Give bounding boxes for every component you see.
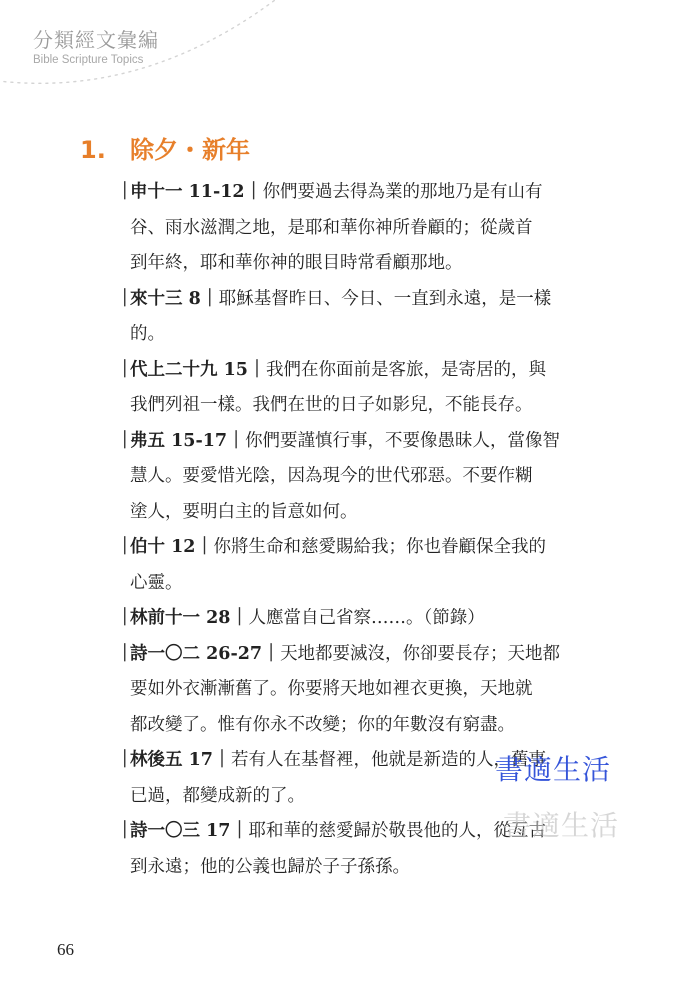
verse-entry [116, 530, 620, 601]
verse-separator: ｜ [227, 430, 245, 451]
verse-separator: ｜ [195, 537, 214, 557]
verse-first-line [116, 353, 620, 389]
verse-marker: ｜ [116, 537, 134, 557]
watermark-secondary: 書適生活 [503, 809, 620, 842]
verse-entry [116, 175, 620, 282]
verse-entry [116, 601, 620, 637]
verse-reference: 詩一〇三 17 [130, 821, 231, 841]
verse-text-line: 到永遠；他的公義也歸於子子孫孫。 [130, 856, 410, 877]
verse-marker: ｜ [116, 288, 134, 309]
verse-text-line: 你將生命和慈愛賜給我；你也眷顧保全我的 [213, 537, 546, 557]
verse-first-line [116, 530, 620, 566]
verse-marker: ｜ [116, 359, 134, 380]
verse-text-line: 要如外衣漸漸舊了。你要將天地如裡衣更換，天地就 [130, 679, 533, 699]
verse-separator: ｜ [230, 608, 249, 628]
verse-marker: ｜ [116, 430, 134, 451]
verse-text-line: 耶穌基督昨日、今日、一直到永遠，是一樣 [218, 288, 552, 309]
verse-text-line: 你們要謹慎行事，不要像愚昧人，當像智 [245, 430, 561, 451]
verse-reference: 弗五 15-17 [130, 430, 228, 451]
page-number: 66 [57, 940, 74, 959]
verse-first-line [116, 601, 620, 637]
verse-text-line: 我們列祖一樣。我們在世的日子如影兒，不能長存。 [130, 395, 533, 415]
verse-entry [116, 637, 620, 744]
verse-first-line [116, 424, 620, 460]
verse-text-line: 若有人在基督裡，他就是新造的人，舊事 [230, 750, 546, 770]
verse-separator: ｜ [244, 182, 263, 202]
section-title: 除夕・新年 [130, 136, 250, 164]
verse-reference: 林前十一 28 [130, 608, 231, 628]
verse-reference: 申十一 11-12 [130, 182, 245, 202]
verse-separator: ｜ [230, 821, 249, 841]
verse-text-line: 你們要過去得為業的那地乃是有山有 [262, 182, 543, 202]
verse-marker: ｜ [116, 750, 134, 770]
verse-first-line [116, 637, 620, 673]
verse-separator: ｜ [201, 288, 219, 309]
section-number: 1. [80, 136, 106, 164]
verse-text-line: 到年終，耶和華你神的眼目時常看顧那地。 [130, 253, 463, 273]
verse-reference: 林後五 17 [130, 750, 213, 770]
watermark-primary: 書適生活 [495, 753, 612, 786]
running-header [33, 28, 159, 66]
verse-marker: ｜ [116, 182, 134, 202]
verse-marker: ｜ [116, 643, 134, 664]
verse-text-line: 人應當自己省察……。（節錄） [248, 608, 485, 628]
verse-separator: ｜ [262, 643, 280, 664]
header-title-en: Bible Scripture Topics [33, 54, 144, 66]
verse-reference: 代上二十九 15 [130, 359, 248, 380]
verse-text-line: 耶和華的慈愛歸於敬畏他的人，從亙古 [248, 821, 546, 841]
verse-text-line: 的。 [130, 324, 165, 344]
verse-reference: 伯十 12 [130, 537, 196, 557]
verse-text-line: 谷、雨水滋潤之地，是耶和華你神所眷顧的；從歲首 [130, 217, 533, 238]
verse-entry [116, 353, 620, 424]
verse-text-line: 天地都要滅沒，你卻要長存；天地都 [280, 643, 561, 664]
section-heading [80, 130, 250, 165]
verse-text-line: 已過，都變成新的了。 [130, 785, 305, 806]
verse-first-line [116, 175, 620, 211]
verse-text-line: 慧人。要愛惜光陰，因為現今的世代邪惡。不要作糊 [130, 466, 533, 486]
verse-separator: ｜ [213, 750, 231, 770]
verse-marker: ｜ [116, 821, 134, 841]
verse-text-line: 都改變了。惟有你永不改變；你的年數沒有窮盡。 [130, 714, 515, 735]
verse-separator: ｜ [248, 359, 266, 380]
verse-reference: 詩一〇二 26-27 [130, 643, 263, 664]
verse-entry [116, 424, 620, 531]
verse-first-line [116, 282, 620, 318]
verse-reference: 來十三 8 [130, 288, 201, 309]
header-title-zh: 分類經文彙編 [33, 28, 159, 52]
verse-text-line: 塗人，要明白主的旨意如何。 [130, 501, 358, 522]
verse-text-line: 心靈。 [130, 572, 183, 593]
verse-marker: ｜ [116, 608, 134, 628]
verse-entry [116, 282, 620, 353]
verse-text-line: 我們在你面前是客旅，是寄居的，與 [265, 359, 546, 380]
